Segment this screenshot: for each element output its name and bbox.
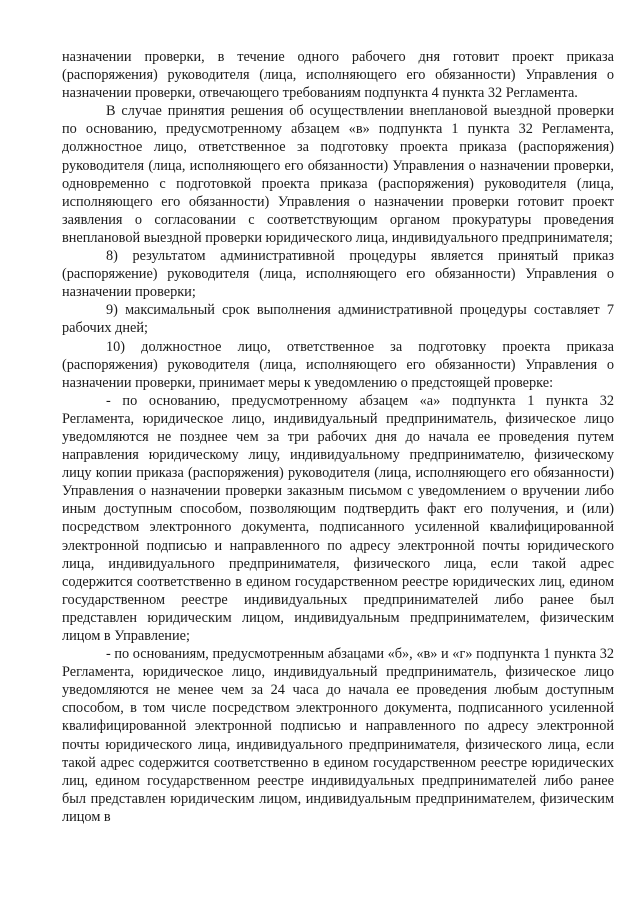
document-page <box>62 48 614 826</box>
paragraph-item-10: 10) должностное лицо, ответственное за подготовку проекта приказа (распоряжения) руководителя (лица, исполняющего его обязанности) Управления о назначении проверки, принимает меры к уведомлению о предстоящей проверке: <box>62 338 614 391</box>
paragraph-item-9: 9) максимальный срок выполнения административной процедуры составляет 7 рабочих дней; <box>62 302 614 337</box>
paragraph-bullet-a: - по основанию, предусмотренному абзацем «а» подпункта 1 пункта 32 Регламента, юридическое лицо, индивидуальный предприниматель, физическое лицо уведомляются не позднее чем за три рабочих дня до начала ее проведения путем направления юридическому лицу, индивидуальному предпринимателю, физическому лицу копии приказа (распоряжения) руководителя (лица, исполняющего его обязанности) Управления о назначении проверки заказным письмом с уведомлением о вручении либо иным доступным способом, позволяющим подтвердить факт его получения, и (или) посредством электронного документа, подписанного усиленной квалифицированной электронной подписью и направленного по адресу электронной почты юридического лица, индивидуального предпринимателя, физического лица, если такой адрес содержится соответственно в едином государственном реестре юридических лиц, едином государственном реестре индивидуальных предпринимателей либо ранее был представлен юридическим лицом, индивидуальным предпринимателем, физическим лицом в Управление; <box>62 392 614 644</box>
paragraph-unscheduled-inspection: В случае принятия решения об осуществлении внеплановой выездной проверки по основанию, предусмотренному абзацем «в» подпункта 1 пункта 32 Регламента, должностное лицо, ответственное за подготовку проекта приказа (распоряжения) руководителя (лица, исполняющего его обязанности) Управления о назначении проверки, одновременно с подготовкой проекта приказа (распоряжения) руководителя (лица, исполняющего его обязанности) Управления о назначении проверки готовит проект заявления о согласовании с соответствующим органом прокуратуры проведения внеплановой выездной проверки юридического лица, индивидуального предпринимателя; <box>62 103 614 246</box>
paragraph-bullet-b-v-g: - по основаниям, предусмотренным абзацами «б», «в» и «г» подпункта 1 пункта 32 Регламента, юридическое лицо, индивидуальный предприниматель, физическое лицо уведомляются не менее чем за 24 часа до начала ее проведения любым доступным способом, в том числе посредством электронного документа, подписанного усиленной квалифицированной электронной подписью и направленного по адресу электронной почты юридического лица, индивидуального предпринимателя, физического лица, если такой адрес содержится соответственно в едином государственном реестре юридических лиц, едином государственном реестре индивидуальных предпринимателей либо ранее был представлен юридическим лицом, индивидуальным предпринимателем, физическим лицом в <box>62 646 614 825</box>
paragraph-item-8: 8) результатом административной процедуры является принятый приказ (распоряжение) руководителя (лица, исполняющего его обязанности) Управления о назначении проверки; <box>62 248 614 301</box>
paragraph-continuation: назначении проверки, в течение одного рабочего дня готовит проект приказа (распоряжения) руководителя (лица, исполняющего его обязанности) Управления о назначении проверки, отвечающего требованиям подпункта 4 пункта 32 Регламента. <box>62 49 614 102</box>
